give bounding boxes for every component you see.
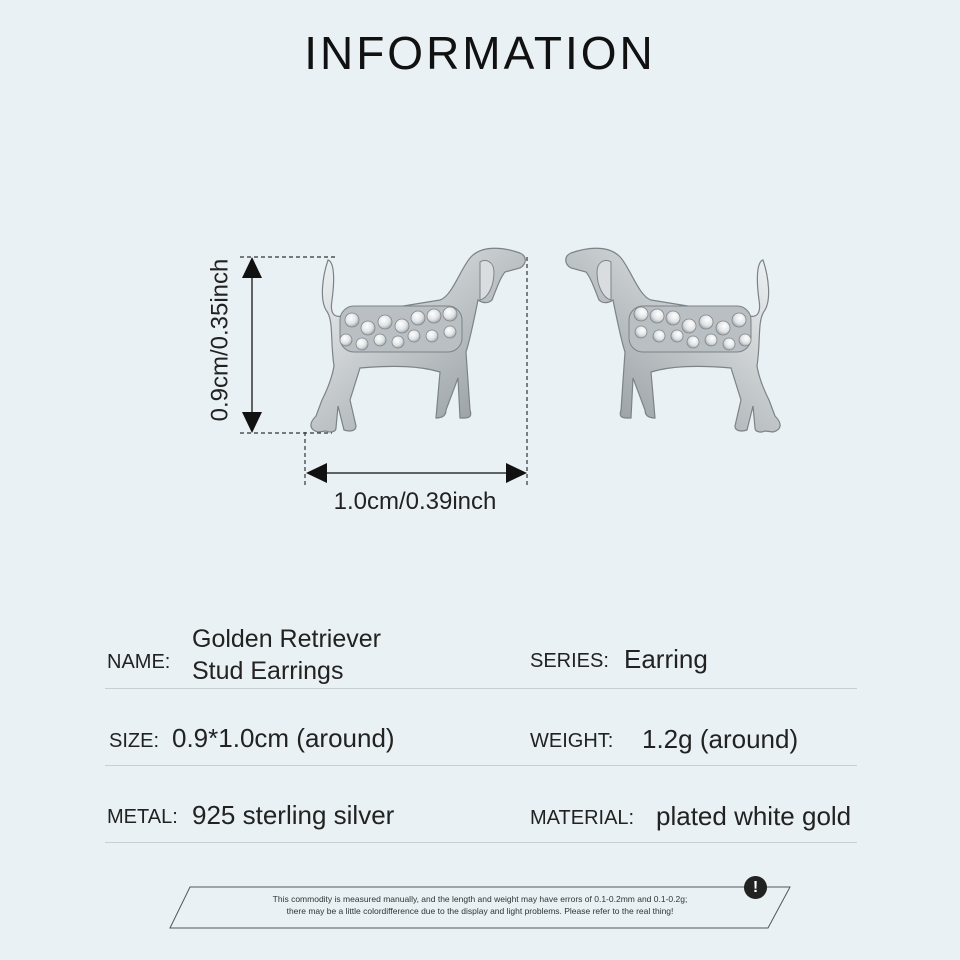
name-label: NAME: <box>107 651 171 673</box>
material-label: MATERIAL: <box>530 807 635 829</box>
disclaimer-line-1: This commodity is measured manually, and the length and weight may have errors of 0.1-0.2mm and 0.1-0.2g; <box>272 894 688 904</box>
disclaimer <box>180 893 780 917</box>
width-dimension-label: 1.0cm/0.39inch <box>333 488 497 515</box>
weight-value: 1.2g (around) <box>642 724 799 754</box>
metal-value: 925 sterling silver <box>192 800 395 830</box>
series-label: SERIES: <box>530 650 609 672</box>
dog-earring-right <box>566 248 780 432</box>
name-value-line2: Stud Earrings <box>192 657 344 685</box>
disclaimer-line-2: there may be a little colordifference due to the display and light problems. Please refer to the real thing! <box>286 906 674 916</box>
series-value: Earring <box>624 644 708 674</box>
height-dimension-label <box>200 240 240 440</box>
row-divider <box>105 842 857 843</box>
row-divider <box>105 765 857 766</box>
exclamation-icon: ! <box>744 876 767 899</box>
row-divider <box>105 688 857 689</box>
size-label: SIZE: <box>109 730 160 752</box>
dog-earring-left <box>311 248 525 432</box>
metal-label: METAL: <box>107 806 178 828</box>
name-value-line1: Golden Retriever <box>192 625 381 653</box>
size-value: 0.9*1.0cm (around) <box>172 723 395 753</box>
weight-label: WEIGHT: <box>530 730 614 752</box>
height-dimension-text: 0.9cm/0.35inch <box>206 258 234 422</box>
material-value: plated white gold <box>656 801 852 831</box>
page-title: INFORMATION <box>304 27 656 79</box>
